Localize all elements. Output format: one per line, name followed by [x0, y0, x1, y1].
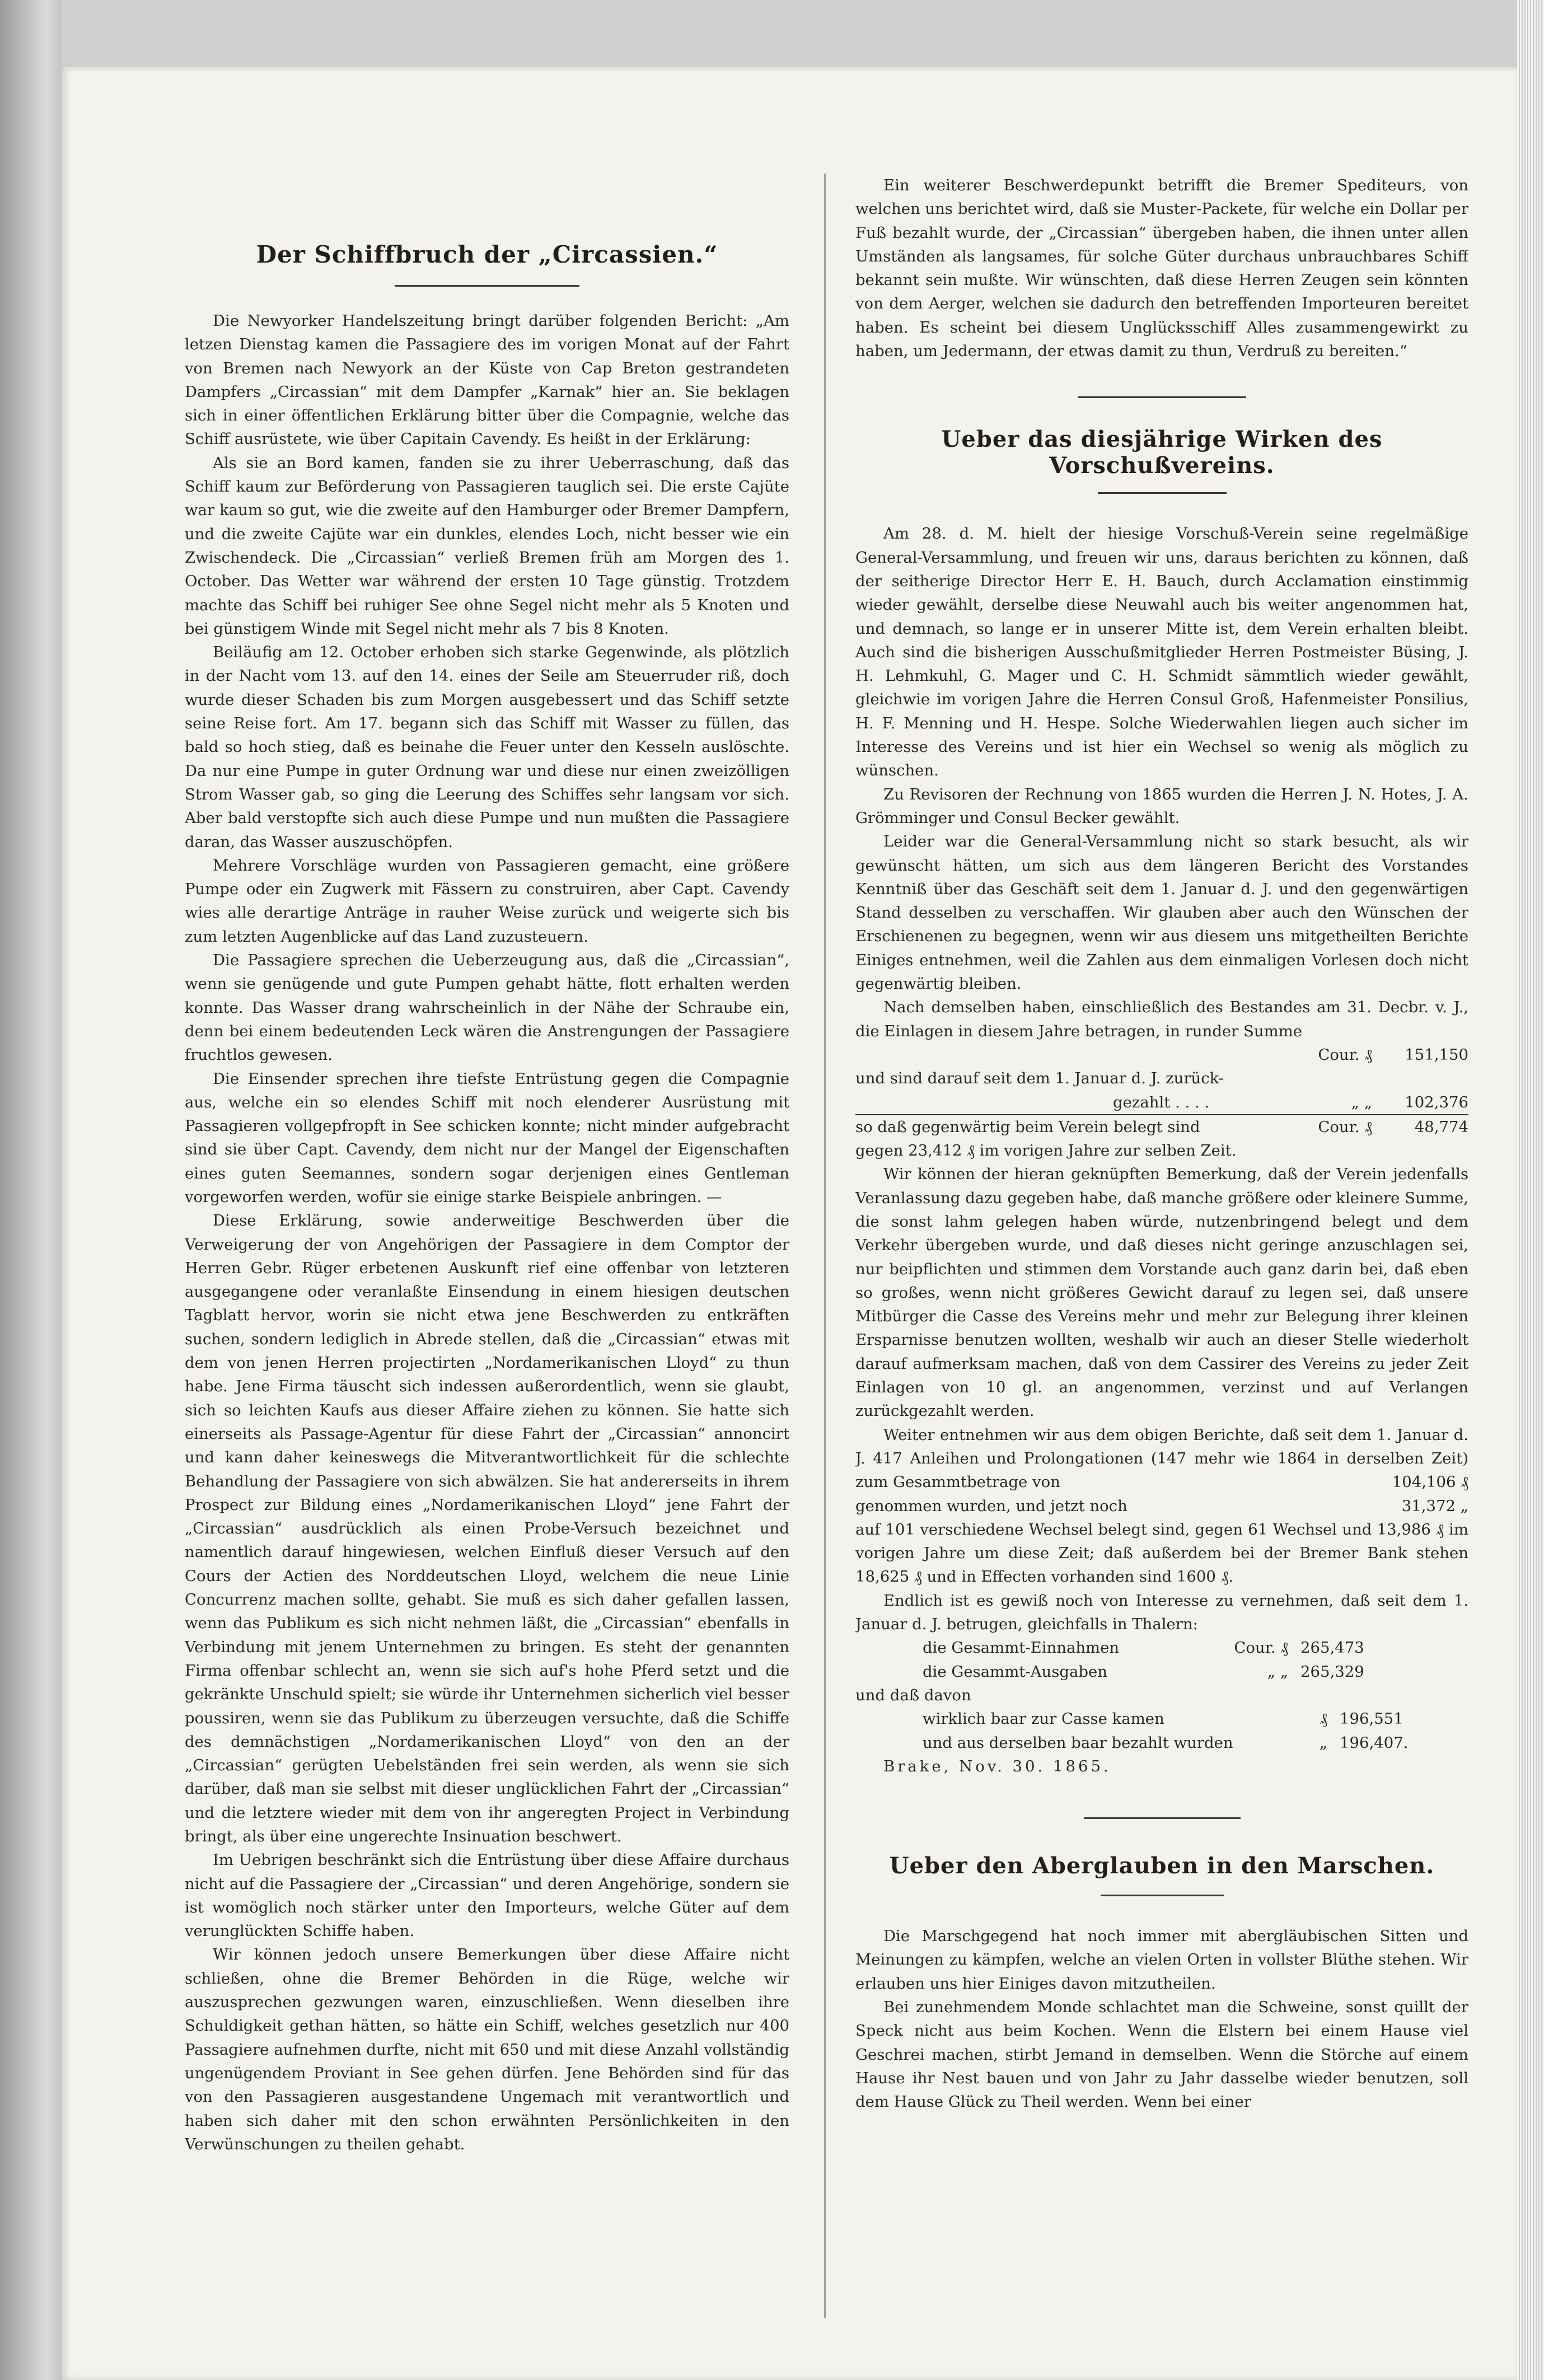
- deposit-figures: [855, 1043, 1468, 1139]
- paragraph: Im Uebrigen beschränkt sich die Entrüstung über diese Affaire durchaus nicht auf die Passagiere der „Circassian“ und deren Angehörige, sondern sie ist womöglich noch stärker unter den Importeurs, welche Güter auf dem verunglückten Schiffe haben.: [185, 1851, 789, 1941]
- section-rule: [1078, 396, 1246, 398]
- page-stack-edge: [1517, 0, 1544, 2380]
- figure-label: gezahlt . . . .: [1113, 1093, 1210, 1111]
- book-spine-edge: [0, 0, 62, 2380]
- figure-row: [855, 1731, 1468, 1755]
- paragraph: Als sie an Bord kamen, fanden sie zu ihrer Ueberraschung, daß das Schiff kaum zur Beförderung von Passagieren tauglich sei. Die erste Cajüte war kaum so gut, wie die zweite auf den Hamburger oder Bremer Dampfern, und die zweite Cajüte war ein dunkles, elendes Loch, nicht besser wie ein Zwischendeck. Die „Circassian“ verließ Bremen früh am Morgen des 1. October. Das Wetter war während der ersten 10 Tage günstig. Trotzdem machte das Schiff bei ruhiger See ohne Segel nicht mehr als 5 Knoten und bei günstigem Winde mit Segel nicht mehr als 7 bis 8 Knoten.: [185, 453, 789, 638]
- newspaper-page: [62, 67, 1517, 2380]
- paragraph: und daß davon: [855, 1686, 971, 1704]
- paragraph: Wir können der hieran geknüpften Bemerkung, daß der Verein jedenfalls Veranlassung dazu gegeben habe, daß manche größere oder kleinere Summe, die sonst lahm gelegen haben würde, nutzenbringend belegt und dem Verkehr übergeben wurde, und daß dieses nicht geringe anzuschlagen sei, nur beipflichten und stimmen dem Vorstande auch ganz darin bei, daß eben so großes, wenn nicht größeres Gewicht darauf zu legen sei, daß unsere Mitbürger die Casse des Vereins mehr und mehr zur Belegung ihrer kleinen Ersparnisse benutzen wollten, weshalb wir auch an dieser Stelle wiederholt darauf aufmerksam machen, daß von dem Cassirer des Vereins zu jeder Zeit Einlagen von 10 gl. an angenommen, verzinst und auf Verlangen zurückgezahlt werden.: [855, 1165, 1468, 1420]
- figure-row: [855, 1707, 1468, 1731]
- paragraph: Bei zunehmendem Monde schlachtet man die Schweine, sonst quillt der Speck nicht aus beim Kochen. Wenn die Elstern bei einem Hause viel Geschrei machen, stirbt Jemand in demselben. Wenn die Störche auf einem Hause ihr Nest bauen und von Jahr zu Jahr dasselbe wieder benutzen, soll dem Hause Glück zu Theil werden. Wenn bei einer: [855, 1998, 1468, 2111]
- paragraph: [855, 1494, 1468, 1518]
- figure-label: die Gesammt-Einnahmen: [923, 1639, 1120, 1657]
- figure-value: 102,376: [1405, 1093, 1468, 1111]
- figure-currency: „ „: [1351, 1093, 1372, 1111]
- figure-row: [855, 1043, 1468, 1067]
- title-rule: [1098, 492, 1227, 494]
- paragraph: gegen 23,412 ₰ im vorigen Jahre zur selben Zeit.: [855, 1142, 1237, 1160]
- figure-row: [855, 1091, 1468, 1115]
- figure-label: wirklich baar zur Casse kamen: [923, 1710, 1164, 1728]
- article-title: Der Schiffbruch der „Circassien.“: [256, 241, 718, 268]
- text: genommen wurden, und jetzt noch: [855, 1497, 1127, 1515]
- paragraph: Diese Erklärung, sowie anderweitige Beschwerden über die Verweigerung der von Angehörigen der Passagiere in dem Comptor der Herren Gebr. Rüger erbetenen Auskunft rief eine offenbar von letzteren ausgegangene oder veranlaßte Einsendung in einem hiesigen deutschen Tagblatt hervor, worin sie nicht etwa jene Beschwerden zu entkräften suchen, sondern lediglich in Abrede stellen, daß die „Circassian“ etwas mit dem von jenen Herren projectirten „Nordamerikanischen Lloyd“ zu thun habe. Jene Firma täuscht sich indessen außerordentlich, wenn sie glaubt, sich so leichten Kaufs aus dieser Affaire ziehen zu können. Sie hatte sich einerseits als Passage-Agentur für diese Fahrt der „Circassian“ annoncirt und kann daher keineswegs die Mitverantwortlichkeit für die schlechte Behandlung der Passagiere von sich abwälzen. Sie hat andererseits in ihrem Prospect zur Bildung eines „Nordamerikanischen Lloyd“ jene Fahrt der „Circassian“ ausdrücklich als einen Probe-Versuch bezeichnet und namentlich darauf hingewiesen, welchen Einfluß dieser Versuch auf den Cours der Actien des Norddeutschen Lloyd, welchem die neue Linie Concurrenz machen sollte, gehabt. Sie muß es sich daher gefallen lassen, wenn das Publikum es sich nicht nehmen läßt, die „Circassian“ ebenfalls in Verbindung mit jenem Unternehmen zu bringen. Es steht der genannten Firma offenbar schlecht an, wenn sie sich auf's hohe Pferd setzt und die gekränkte Unschuld spielt; sie würde ihr Unternehmen sicherlich viel besser poussiren, wenn sie das Publikum zu überzeugen versuchte, daß die Schiffe des demnächstigen „Nordamerikanischen Lloyd“ von den an der „Circassian“ gerügten Uebelständen frei sein werden, als wenn sie sich darüber, daß man sie selbst mit dieser unglücklichen Fahrt der „Circassian“ und die letztere wieder mit dem von ihr angeregten Project in Verbindung bringt, als über eine ungerechte Insinuation beschwert.: [185, 1212, 789, 1845]
- paragraph: Mehrere Vorschläge wurden von Passagieren gemacht, eine größere Pumpe oder ein Zugwerk mit Fässern zu construiren, aber Capt. Cavendy wies alle derartige Anträge in rauher Weise zurück und weigerte sich bis zum letzten Augenblicke auf das Land zuzusteuern.: [185, 856, 789, 946]
- paragraph: Wir können jedoch unsere Bemerkungen über diese Affaire nicht schließen, ohne die Bremer Behörden in die Rüge, welche wir auszusprechen gezwungen waren, einzuschließen. Wenn dieselben ihre Schuldigkeit gethan hätten, so hätte ein Schiff, welches gesetzlich nur 400 Passagiere aufnehmen durfte, nicht mit 650 und mit diese Anzahl vollständig ungenügendem Proviant in See gehen dürfen. Jene Behörden sind für das von den Passagieren ausgestandene Ungemach mit verantwortlich und haben sich daher mit den schon erwähnten Persönlichkeiten in den Verwünschungen zu theilen gehabt.: [185, 1946, 789, 2153]
- paragraph: Leider war die General-Versammlung nicht so stark besucht, als wir gewünscht hätten, um sich aus dem längeren Bericht des Vorstandes Kenntniß über das Geschäft seit dem 1. Januar d. J. und den gegenwärtigen Stand desselben zu verschaffen. Wir glauben aber auch den Wünschen der Erschienenen zu begegnen, wenn wir aus diesem uns mitgetheilten Berichte Einiges entnehmen, weil die Zahlen aus dem einmaligen Vorlesen doch nicht gegenwärtig bleiben.: [855, 833, 1468, 993]
- figure-label: so daß gegenwärtig beim Verein belegt sind: [855, 1117, 1200, 1136]
- paragraph: Beiläufig am 12. October erhoben sich starke Gegenwinde, als plötzlich in der Nacht vom 13. auf den 14. eines der Seile am Steuerruder riß, doch wurde dieser Schaden bis zum Morgen ausgebessert und das Schiff setzte seine Reise fort. Am 17. begann sich das Schiff mit Wasser zu füllen, das bald so hoch stieg, daß es beinahe die Feuer unter den Kesseln auslöschte. Da nur eine Pumpe in guter Ordnung war und diese nur einen zweizölligen Strom Wasser gab, so ging die Leerung des Schiffes sehr langsam vor sich. Aber bald verstopfte sich auch diese Pumpe und nun mußten die Passagiere daran, das Wasser auszuschöpfen.: [185, 643, 789, 851]
- paragraph: Die Newyorker Handelszeitung bringt darüber folgenden Bericht: „Am letzen Dienstag kamen die Passagiere des im vorigen Monat auf der Fahrt von Bremen nach Newyork an der Küste von Cap Breton gestrandeten Dampfers „Circassian“ mit dem Dampfer „Karnak“ hier an. Sie beklagen sich in einer öffentlichen Erklärung bitter über die Compagnie, welche das Schiff ausrüstete, wie über Capitain Cavendy. Es heißt in der Erklärung:: [185, 312, 789, 448]
- paragraph: Die Einsender sprechen ihre tiefste Entrüstung gegen die Compagnie aus, welche ein so elendes Schiff mit noch elenderer Ausrüstung mit Passagieren vollgepfropft in See schicken konnte; nicht minder aufgebracht sind sie über Capt. Cavendy, dem nicht nur der Mangel der Eigenschaften eines guten Seemannes, sondern sogar derjenigen eines Gentleman vorgeworfen werden, wofür sie einige starke Beispiele anbringen. —: [185, 1069, 789, 1206]
- left-column: [185, 174, 789, 2357]
- figure-label: [855, 1043, 1288, 1067]
- figure-row: [855, 1636, 1468, 1659]
- figure-currency: ₰: [1320, 1710, 1327, 1728]
- dateline: Brake, Nov. 30. 1865.: [883, 1757, 1111, 1775]
- figure-label: und sind darauf seit dem 1. Januar d. J. zurück-: [855, 1069, 1224, 1088]
- figure-currency: Cour. ₰: [1318, 1117, 1372, 1136]
- figure-currency: Cour. ₰: [1318, 1045, 1372, 1064]
- figure-value: 104,106 ₰: [1392, 1473, 1468, 1491]
- figure-currency: „: [1319, 1733, 1327, 1752]
- text: Weiter entnehmen wir aus dem obigen Berichte, daß seit dem 1. Januar d. J. 417 Anleihen und Prolongationen (147 mehr wie 1864 in derselben Zeit) zum Gesammtbetrage von: [855, 1425, 1468, 1491]
- figure-row: [855, 1115, 1468, 1139]
- figure-value: 31,372 „: [1401, 1497, 1468, 1515]
- figure-label: und aus derselben baar bezahlt wurden: [923, 1733, 1233, 1752]
- figure-currency: Cour. ₰: [1234, 1639, 1288, 1657]
- paragraph: Ein weiterer Beschwerdepunkt betrifft die Bremer Spediteurs, von welchen uns berichtet wird, daß sie Muster-Packete, für welche ein Dollar per Fuß bezahlt wurde, der „Circassian“ übergeben haben, die ihnen unter allen Umständen als langsames, für solche Güter durchaus unbrauchbares Schiff bekannt sein mußte. Wir wünschten, daß diese Herren Zeugen sein könnten von dem Aerger, welchen sie dadurch den betreffenden Importeuren bereitet haben. Es scheint bei diesem Unglücksschiff Alles zusammengewirkt zu haben, um Jedermann, der etwas damit zu thun, Verdruß zu bereiten.“: [855, 176, 1468, 361]
- figure-value: 265,473: [1300, 1639, 1364, 1657]
- right-column: [855, 174, 1468, 2357]
- figure-row: [855, 1067, 1468, 1090]
- figure-value: 196,551: [1340, 1710, 1403, 1728]
- paragraph: Zu Revisoren der Rechnung von 1865 wurden die Herren J. N. Hotes, J. A. Grömminger und Consul Becker gewählt.: [855, 785, 1468, 827]
- article-title: Ueber den Aberglauben in den Marschen.: [889, 1853, 1435, 1879]
- figure-value: 265,329: [1300, 1662, 1364, 1681]
- article-title: Ueber das diesjährige Wirken des Vorschußvereins.: [941, 426, 1383, 479]
- figure-value: 48,774: [1414, 1117, 1468, 1136]
- cash-figures: [855, 1636, 1468, 1684]
- column-divider: [824, 174, 826, 2318]
- paragraph: Nach demselben haben, einschließlich des Bestandes am 31. Decbr. v. J., die Einlagen in diesem Jahre betragen, in runder Summe: [855, 998, 1468, 1040]
- paragraph: Die Marschgegend hat noch immer mit abergläubischen Sitten und Meinungen zu kämpfen, welche an vielen Orten in vollster Blüthe stehen. Wir erlauben uns hier Einiges davon mitzutheilen.: [855, 1927, 1468, 1993]
- figure-value: 196,407.: [1340, 1733, 1409, 1752]
- paragraph: Am 28. d. M. hielt der hiesige Vorschuß-Verein seine regelmäßige General-Versammlung, und freuen wir uns, daraus berichten zu können, daß der seitherige Director Herr E. H. Bauch, durch Acclamation einstimmig wieder gewählt, derselbe diese Neuwahl auch bis weiter angenommen hat, und demnach, so lange er in unserer Mitte ist, dem Verein erhalten bleibt. Auch sind die bisherigen Ausschußmitglieder Herren Postmeister Büsing, J. H. Lehmkuhl, G. Mager und C. H. Schmidt sämmtlich wieder gewählt, gleichwie im vorigen Jahre die Herren Consul Groß, Hafenmeister Ponsilius, H. F. Menning und H. Hespe. Solche Wiederwahlen liegen auch sicher im Interesse des Vereins und ist hier ein Wechsel so wenig als möglich zu wünschen.: [855, 525, 1468, 780]
- figure-label: die Gesammt-Ausgaben: [923, 1662, 1107, 1681]
- title-rule: [1101, 1895, 1224, 1896]
- figure-value: 151,150: [1405, 1045, 1468, 1064]
- figure-currency: „ „: [1267, 1662, 1288, 1681]
- cash-figures-2: [855, 1707, 1468, 1755]
- figure-row: [855, 1660, 1468, 1684]
- section-rule: [1084, 1817, 1241, 1819]
- paragraph: Die Passagiere sprechen die Ueberzeugung aus, daß die „Circassian“, wenn sie genügende und gute Pumpen gehabt hätte, flott erhalten werden konnte. Das Wasser drang wahrscheinlich in der Nähe der Schraube ein, denn bei einem bedeutenden Leck wären die Anstrengungen der Passagiere fruchtlos gewesen.: [185, 951, 789, 1064]
- paragraph: auf 101 verschiedene Wechsel belegt sind, gegen 61 Wechsel und 13,986 ₰ im vorigen Jahre um diese Zeit; daß außerdem bei der Bremer Bank stehen 18,625 ₰ und in Effecten vorhanden sind 1600 ₰.: [855, 1520, 1468, 1586]
- paragraph: [855, 1423, 1468, 1494]
- title-rule: [395, 285, 579, 287]
- paragraph: Endlich ist es gewiß noch von Interesse zu vernehmen, daß seit dem 1. Januar d. J. betrugen, gleichfalls in Thalern:: [855, 1591, 1468, 1634]
